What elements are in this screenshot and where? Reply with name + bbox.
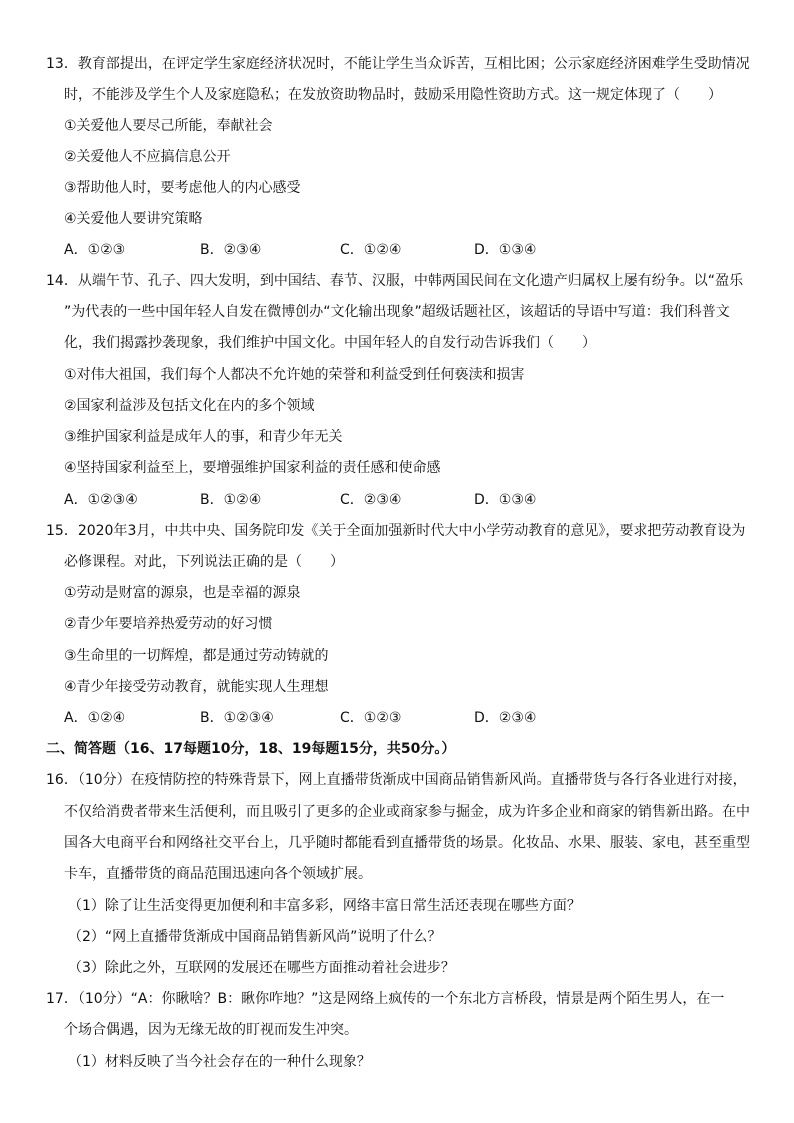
- q17-sub-1: （1）材料反映了当今社会存在的一种什么现象？: [68, 1054, 371, 1070]
- q14-option-2: ②国家利益涉及包括文化在内的多个领域: [64, 398, 315, 414]
- q15-choice-a: A．①②④: [64, 710, 126, 726]
- q14-option-3: ③维护国家利益是成年人的事，和青少年无关: [64, 429, 343, 445]
- q16-sub-2: （2）“网上直播带货渐成中国商品销售新风尚”说明了什么？: [68, 929, 442, 945]
- q15-stem-line2: 必修课程。对此，下列说法正确的是（ ）: [64, 554, 344, 570]
- q14-stem-line1: 14．从端午节、孔子、四大发明，到中国结、春节、汉服，中韩两国民间在文化遗产归属权上屡有纷争。以“盈乐: [46, 273, 744, 289]
- q14-choice-c: C．②③④: [340, 492, 402, 508]
- q15-option-4: ④青少年接受劳动教育，就能实现人生理想: [64, 679, 329, 695]
- q13-stem-line1: 13．教育部提出，在评定学生家庭经济状况时，不能让学生当众诉苦，互相比困；公示家庭经济困难学生受助情况: [46, 56, 750, 72]
- q16-stem-line4: 卡车，直播带货的商品范围迅速向各个领域扩展。: [64, 866, 372, 882]
- q15-option-2: ②青少年要培养热爱劳动的好习惯: [64, 616, 273, 632]
- q16-sub-3: （3）除此之外，互联网的发展还在哪些方面推动着社会进步？: [68, 960, 455, 976]
- q14-choice-d: D．①③④: [474, 492, 537, 508]
- q13-choice-d: D．①③④: [474, 242, 537, 258]
- q15-choice-c: C．①②③: [340, 710, 402, 726]
- q13-choice-c: C．①②④: [340, 242, 402, 258]
- q13-choice-a: A．①②③: [64, 242, 126, 258]
- q13-stem-line2: 时，不能涉及学生个人及家庭隐私；在发放资助物品时，鼓励采用隐性资助方式。这一规定体现了（ ）: [64, 87, 722, 103]
- q13-option-2: ②关爱他人不应搞信息公开: [64, 149, 231, 165]
- q14-choice-a: A．①②③④: [64, 492, 138, 508]
- q13-option-1: ①关爱他人要尽己所能，奉献社会: [64, 118, 273, 134]
- q16-stem-line3: 国各大电商平台和网络社交平台上，几乎随时都能看到直播带货的场景。化妆品、水果、服装、家电，甚至重型: [64, 835, 750, 851]
- q13-option-4: ④关爱他人要讲究策略: [64, 211, 203, 227]
- q17-stem-line1: 17．（10分）“A：你瞅啥？B：瞅你咋地？”这是网络上疯传的一个东北方言桥段，情景是两个陌生男人，在一: [46, 991, 725, 1007]
- section-title: 二、简答题（16、17每题10分，18、19每题15分，共50分。）: [46, 741, 456, 757]
- q16-sub-1: （1）除了让生活变得更加便利和丰富多彩，网络丰富日常生活还表现在哪些方面？: [68, 898, 581, 914]
- q13-choice-b: B．②③④: [200, 242, 262, 258]
- q15-choice-d: D．②③④: [474, 710, 537, 726]
- q13-option-3: ③帮助他人时，要考虑他人的内心感受: [64, 180, 301, 196]
- q14-option-1: ①对伟大祖国，我们每个人都决不允许她的荣誉和利益受到任何亵渎和损害: [64, 367, 525, 383]
- q14-choice-b: B．①②④: [200, 492, 262, 508]
- q15-option-3: ③生命里的一切辉煌，都是通过劳动铸就的: [64, 648, 329, 664]
- q14-stem-line3: 化，我们揭露抄袭现象，我们维护中国文化。中国年轻人的自发行动告诉我们（ ）: [64, 335, 596, 351]
- q15-choice-b: B．①②③④: [200, 710, 274, 726]
- q15-stem-line1: 15．2020年3月，中共中央、国务院印发《关于全面加强新时代大中小学劳动教育的意见》，要求把劳动教育设为: [46, 523, 746, 539]
- q16-stem-line2: 不仅给消费者带来生活便利，而且吸引了更多的企业或商家参与掘金，成为许多企业和商家的销售新出路。在中: [64, 804, 750, 820]
- q14-stem-line2: ”为代表的一些中国年轻人自发在微博创办“文化输出现象”超级话题社区，该超话的导语中写道：我们科普文: [64, 304, 730, 320]
- q17-stem-line2: 个场合偶遇，因为无缘无故的盯视而发生冲突。: [64, 1022, 358, 1038]
- q16-stem-line1: 16．（10分）在疫情防控的特殊背景下，网上直播带货渐成中国商品销售新风尚。直播带货与各行各业进行对接，: [46, 772, 747, 788]
- q15-option-1: ①劳动是财富的源泉，也是幸福的源泉: [64, 585, 301, 601]
- q14-option-4: ④坚持国家利益至上，要增强维护国家利益的责任感和使命感: [64, 460, 441, 476]
